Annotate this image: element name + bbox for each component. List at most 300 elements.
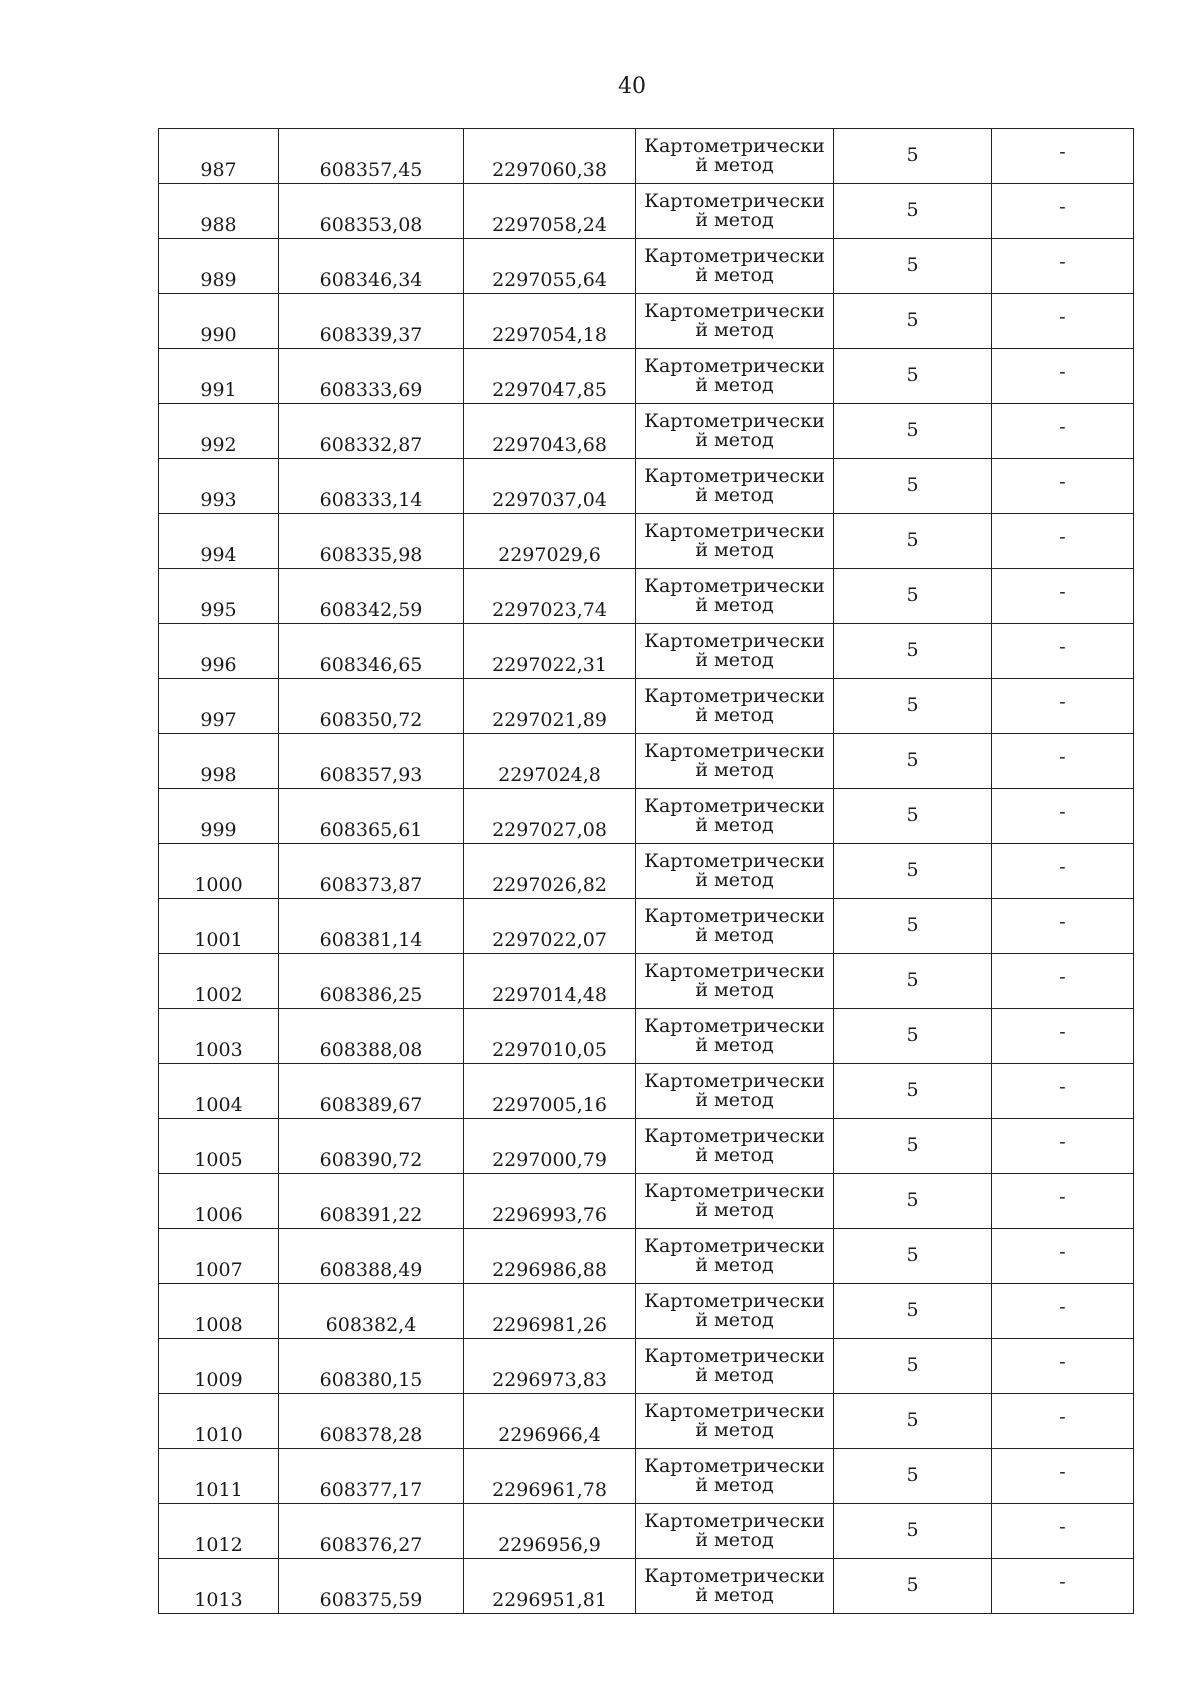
x-coordinate-cell (279, 789, 464, 844)
x-coordinate-cell (279, 1394, 464, 1449)
point-number-cell (159, 734, 279, 789)
table-row (159, 679, 1134, 734)
method-cell (636, 514, 834, 569)
note-cell-text: - (1059, 690, 1066, 713)
method-text-line: Картометрически (644, 795, 825, 817)
method-text-line: й метод (695, 1584, 774, 1606)
accuracy-cell-text: 5 (906, 913, 919, 936)
x-coordinate-cell (279, 679, 464, 734)
point-number-cell (159, 1504, 279, 1559)
y-coordinate-cell-text: 2297037,04 (492, 489, 607, 511)
note-cell (992, 844, 1134, 899)
method-text-line: й метод (695, 1034, 774, 1056)
note-cell-text: - (1059, 1240, 1066, 1263)
y-coordinate-cell (464, 954, 636, 1009)
accuracy-cell (834, 844, 992, 899)
method-text-line: Картометрически (644, 245, 825, 267)
accuracy-cell (834, 1119, 992, 1174)
x-coordinate-cell (279, 1339, 464, 1394)
point-number-cell (159, 294, 279, 349)
point-number-cell (159, 624, 279, 679)
x-coordinate-cell-text: 608378,28 (319, 1424, 423, 1446)
method-cell (636, 239, 834, 294)
y-coordinate-cell-text: 2297000,79 (492, 1149, 607, 1171)
point-number-cell (159, 1009, 279, 1064)
y-coordinate-cell-text: 2296986,88 (492, 1259, 607, 1281)
y-coordinate-cell (464, 184, 636, 239)
y-coordinate-cell-text: 2297014,48 (492, 984, 607, 1006)
method-cell (636, 954, 834, 1009)
point-number-cell-text: 1008 (194, 1314, 243, 1336)
accuracy-cell-text: 5 (906, 363, 919, 386)
method-text-line: Картометрически (644, 850, 825, 872)
note-cell (992, 954, 1134, 1009)
accuracy-cell-text: 5 (906, 1243, 919, 1266)
accuracy-cell-text: 5 (906, 1408, 919, 1431)
note-cell (992, 459, 1134, 514)
accuracy-cell (834, 1559, 992, 1614)
method-text-line: Картометрически (644, 960, 825, 982)
method-text-line: Картометрически (644, 1235, 825, 1257)
accuracy-cell-text: 5 (906, 583, 919, 606)
y-coordinate-cell (464, 1504, 636, 1559)
method-text-line: Картометрически (644, 1455, 825, 1477)
point-number-cell (159, 1119, 279, 1174)
table-row (159, 459, 1134, 514)
note-cell-text: - (1059, 1460, 1066, 1483)
note-cell-text: - (1059, 1405, 1066, 1428)
point-number-cell-text: 995 (200, 599, 237, 621)
accuracy-cell-text: 5 (906, 253, 919, 276)
method-text-line: й метод (695, 209, 774, 231)
method-cell (636, 679, 834, 734)
note-cell (992, 1339, 1134, 1394)
accuracy-cell-text: 5 (906, 1573, 919, 1596)
table-row (159, 404, 1134, 459)
page-number: 40 (618, 74, 646, 99)
method-text-line: Картометрически (644, 1070, 825, 1092)
note-cell (992, 789, 1134, 844)
note-cell-text: - (1059, 470, 1066, 493)
note-cell (992, 239, 1134, 294)
method-text-line: Картометрически (644, 1015, 825, 1037)
method-text-line: й метод (695, 869, 774, 891)
y-coordinate-cell (464, 899, 636, 954)
y-coordinate-cell (464, 294, 636, 349)
method-text-line: Картометрически (644, 1290, 825, 1312)
x-coordinate-cell-text: 608339,37 (319, 324, 423, 346)
point-number-cell-text: 988 (200, 214, 237, 236)
accuracy-cell-text: 5 (906, 638, 919, 661)
method-text-line: й метод (695, 154, 774, 176)
y-coordinate-cell-text: 2297055,64 (492, 269, 607, 291)
accuracy-cell (834, 239, 992, 294)
method-text-line: Картометрически (644, 1125, 825, 1147)
accuracy-cell-text: 5 (906, 1298, 919, 1321)
note-cell (992, 569, 1134, 624)
method-cell (636, 1119, 834, 1174)
note-cell (992, 1119, 1134, 1174)
point-number-cell-text: 1013 (194, 1589, 243, 1611)
point-number-cell (159, 679, 279, 734)
accuracy-cell (834, 514, 992, 569)
table-row (159, 1504, 1134, 1559)
note-cell-text: - (1059, 1075, 1066, 1098)
point-number-cell (159, 954, 279, 1009)
x-coordinate-cell-text: 608388,08 (319, 1039, 423, 1061)
x-coordinate-cell-text: 608390,72 (319, 1149, 423, 1171)
y-coordinate-cell (464, 734, 636, 789)
note-cell (992, 1504, 1134, 1559)
method-text-line: Картометрически (644, 905, 825, 927)
table-row (159, 789, 1134, 844)
x-coordinate-cell (279, 1449, 464, 1504)
table-row (159, 1174, 1134, 1229)
y-coordinate-cell-text: 2296973,83 (492, 1369, 607, 1391)
y-coordinate-cell-text: 2297054,18 (492, 324, 607, 346)
x-coordinate-cell (279, 569, 464, 624)
x-coordinate-cell-text: 608365,61 (319, 819, 423, 841)
note-cell (992, 514, 1134, 569)
note-cell-text: - (1059, 415, 1066, 438)
point-number-cell-text: 991 (200, 379, 237, 401)
method-cell (636, 459, 834, 514)
y-coordinate-cell (464, 1339, 636, 1394)
x-coordinate-cell (279, 954, 464, 1009)
x-coordinate-cell (279, 1009, 464, 1064)
table-row (159, 899, 1134, 954)
accuracy-cell (834, 1174, 992, 1229)
method-text-line: й метод (695, 814, 774, 836)
point-number-cell (159, 349, 279, 404)
y-coordinate-cell (464, 569, 636, 624)
x-coordinate-cell-text: 608346,65 (319, 654, 423, 676)
accuracy-cell (834, 1229, 992, 1284)
x-coordinate-cell-text: 608346,34 (319, 269, 423, 291)
method-text-line: Картометрически (644, 1345, 825, 1367)
method-cell (636, 349, 834, 404)
note-cell (992, 734, 1134, 789)
note-cell-text: - (1059, 1020, 1066, 1043)
table-row (159, 1009, 1134, 1064)
y-coordinate-cell (464, 459, 636, 514)
point-number-cell-text: 1000 (194, 874, 243, 896)
table-row (159, 1339, 1134, 1394)
y-coordinate-cell-text: 2297023,74 (492, 599, 607, 621)
point-number-cell-text: 993 (200, 489, 237, 511)
note-cell (992, 294, 1134, 349)
point-number-cell (159, 844, 279, 899)
accuracy-cell-text: 5 (906, 858, 919, 881)
accuracy-cell-text: 5 (906, 198, 919, 221)
table-row (159, 1064, 1134, 1119)
y-coordinate-cell-text: 2297005,16 (492, 1094, 607, 1116)
point-number-cell (159, 1559, 279, 1614)
note-cell-text: - (1059, 525, 1066, 548)
method-cell (636, 1284, 834, 1339)
y-coordinate-cell (464, 1559, 636, 1614)
accuracy-cell-text: 5 (906, 1078, 919, 1101)
x-coordinate-cell (279, 239, 464, 294)
accuracy-cell (834, 129, 992, 184)
accuracy-cell-text: 5 (906, 528, 919, 551)
note-cell (992, 1174, 1134, 1229)
method-text-line: й метод (695, 1474, 774, 1496)
table-row (159, 184, 1134, 239)
accuracy-cell-text: 5 (906, 473, 919, 496)
x-coordinate-cell-text: 608375,59 (319, 1589, 423, 1611)
x-coordinate-cell-text: 608389,67 (319, 1094, 423, 1116)
y-coordinate-cell-text: 2297026,82 (492, 874, 607, 896)
note-cell (992, 1064, 1134, 1119)
point-number-cell (159, 514, 279, 569)
note-cell-text: - (1059, 1295, 1066, 1318)
note-cell (992, 1394, 1134, 1449)
note-cell-text: - (1059, 635, 1066, 658)
y-coordinate-cell (464, 844, 636, 899)
note-cell (992, 899, 1134, 954)
method-cell (636, 1009, 834, 1064)
y-coordinate-cell-text: 2296993,76 (492, 1204, 607, 1226)
point-number-cell-text: 1007 (194, 1259, 243, 1281)
accuracy-cell (834, 1339, 992, 1394)
method-text-line: й метод (695, 429, 774, 451)
y-coordinate-cell (464, 1119, 636, 1174)
accuracy-cell (834, 1064, 992, 1119)
y-coordinate-cell (464, 514, 636, 569)
point-number-cell-text: 1009 (194, 1369, 243, 1391)
table-row (159, 1119, 1134, 1174)
method-text-line: й метод (695, 1309, 774, 1331)
y-coordinate-cell-text: 2296956,9 (498, 1534, 601, 1556)
table-row (159, 294, 1134, 349)
x-coordinate-cell (279, 1119, 464, 1174)
method-cell (636, 569, 834, 624)
table-row (159, 1449, 1134, 1504)
method-text-line: Картометрически (644, 410, 825, 432)
accuracy-cell (834, 1284, 992, 1339)
method-text-line: й метод (695, 704, 774, 726)
x-coordinate-cell-text: 608342,59 (319, 599, 423, 621)
y-coordinate-cell (464, 404, 636, 459)
note-cell-text: - (1059, 195, 1066, 218)
method-text-line: Картометрически (644, 740, 825, 762)
x-coordinate-cell (279, 1504, 464, 1559)
accuracy-cell (834, 1394, 992, 1449)
method-text-line: й метод (695, 759, 774, 781)
point-number-cell-text: 989 (200, 269, 237, 291)
x-coordinate-cell (279, 349, 464, 404)
note-cell (992, 129, 1134, 184)
y-coordinate-cell (464, 679, 636, 734)
x-coordinate-cell (279, 899, 464, 954)
point-number-cell-text: 996 (200, 654, 237, 676)
note-cell-text: - (1059, 140, 1066, 163)
note-cell-text: - (1059, 855, 1066, 878)
point-number-cell (159, 1284, 279, 1339)
x-coordinate-cell-text: 608353,08 (319, 214, 423, 236)
table-row (159, 514, 1134, 569)
x-coordinate-cell (279, 1174, 464, 1229)
method-text-line: й метод (695, 1089, 774, 1111)
point-number-cell-text: 997 (200, 709, 237, 731)
point-number-cell-text: 1003 (194, 1039, 243, 1061)
x-coordinate-cell (279, 1559, 464, 1614)
accuracy-cell-text: 5 (906, 1188, 919, 1211)
point-number-cell-text: 1005 (194, 1149, 243, 1171)
method-text-line: й метод (695, 1144, 774, 1166)
x-coordinate-cell-text: 608357,93 (319, 764, 423, 786)
x-coordinate-cell-text: 608350,72 (319, 709, 423, 731)
point-number-cell-text: 992 (200, 434, 237, 456)
method-cell (636, 1559, 834, 1614)
y-coordinate-cell (464, 1229, 636, 1284)
note-cell-text: - (1059, 745, 1066, 768)
accuracy-cell (834, 1504, 992, 1559)
table-row (159, 954, 1134, 1009)
accuracy-cell (834, 1009, 992, 1064)
y-coordinate-cell (464, 789, 636, 844)
accuracy-cell-text: 5 (906, 1353, 919, 1376)
x-coordinate-cell (279, 844, 464, 899)
accuracy-cell-text: 5 (906, 143, 919, 166)
accuracy-cell (834, 899, 992, 954)
note-cell (992, 349, 1134, 404)
note-cell-text: - (1059, 580, 1066, 603)
point-number-cell (159, 239, 279, 294)
method-text-line: й метод (695, 319, 774, 341)
accuracy-cell-text: 5 (906, 968, 919, 991)
note-cell-text: - (1059, 250, 1066, 273)
x-coordinate-cell (279, 624, 464, 679)
accuracy-cell (834, 349, 992, 404)
x-coordinate-cell-text: 608332,87 (319, 434, 423, 456)
x-coordinate-cell (279, 1229, 464, 1284)
point-number-cell-text: 1010 (194, 1424, 243, 1446)
y-coordinate-cell (464, 1174, 636, 1229)
x-coordinate-cell (279, 459, 464, 514)
point-number-cell-text: 999 (200, 819, 237, 841)
y-coordinate-cell-text: 2297029,6 (498, 544, 601, 566)
method-cell (636, 789, 834, 844)
method-cell (636, 1064, 834, 1119)
x-coordinate-cell-text: 608333,14 (319, 489, 423, 511)
point-number-cell-text: 1006 (194, 1204, 243, 1226)
table-row (159, 1229, 1134, 1284)
point-number-cell (159, 569, 279, 624)
accuracy-cell (834, 734, 992, 789)
table-row (159, 844, 1134, 899)
x-coordinate-cell-text: 608333,69 (319, 379, 423, 401)
point-number-cell-text: 990 (200, 324, 237, 346)
note-cell (992, 1449, 1134, 1504)
y-coordinate-cell-text: 2296961,78 (492, 1479, 607, 1501)
table-row (159, 349, 1134, 404)
x-coordinate-cell-text: 608373,87 (319, 874, 423, 896)
coordinates-table (158, 128, 1134, 1614)
method-text-line: Картометрически (644, 300, 825, 322)
accuracy-cell (834, 1449, 992, 1504)
y-coordinate-cell-text: 2297022,07 (492, 929, 607, 951)
y-coordinate-cell-text: 2297027,08 (492, 819, 607, 841)
y-coordinate-cell-text: 2297010,05 (492, 1039, 607, 1061)
x-coordinate-cell-text: 608381,14 (319, 929, 423, 951)
method-cell (636, 1229, 834, 1284)
x-coordinate-cell (279, 404, 464, 459)
point-number-cell (159, 1064, 279, 1119)
point-number-cell (159, 789, 279, 844)
point-number-cell-text: 1012 (194, 1534, 243, 1556)
y-coordinate-cell (464, 129, 636, 184)
x-coordinate-cell (279, 1064, 464, 1119)
point-number-cell (159, 129, 279, 184)
y-coordinate-cell (464, 1284, 636, 1339)
accuracy-cell-text: 5 (906, 1133, 919, 1156)
table-row (159, 1394, 1134, 1449)
method-text-line: й метод (695, 539, 774, 561)
accuracy-cell (834, 569, 992, 624)
accuracy-cell-text: 5 (906, 1463, 919, 1486)
x-coordinate-cell-text: 608391,22 (319, 1204, 423, 1226)
note-cell (992, 624, 1134, 679)
method-text-line: Картометрически (644, 630, 825, 652)
point-number-cell (159, 1229, 279, 1284)
accuracy-cell (834, 404, 992, 459)
point-number-cell (159, 899, 279, 954)
table-row (159, 624, 1134, 679)
point-number-cell-text: 987 (200, 159, 237, 181)
note-cell-text: - (1059, 1515, 1066, 1538)
note-cell (992, 1559, 1134, 1614)
table-row (159, 239, 1134, 294)
x-coordinate-cell-text: 608376,27 (319, 1534, 423, 1556)
accuracy-cell (834, 184, 992, 239)
note-cell-text: - (1059, 305, 1066, 328)
y-coordinate-cell (464, 349, 636, 404)
method-text-line: Картометрически (644, 1510, 825, 1532)
method-cell (636, 1339, 834, 1394)
note-cell (992, 404, 1134, 459)
x-coordinate-cell-text: 608335,98 (319, 544, 423, 566)
accuracy-cell-text: 5 (906, 748, 919, 771)
point-number-cell (159, 459, 279, 514)
method-text-line: Картометрически (644, 685, 825, 707)
table-row (159, 129, 1134, 184)
x-coordinate-cell (279, 1284, 464, 1339)
point-number-cell (159, 1394, 279, 1449)
accuracy-cell-text: 5 (906, 1518, 919, 1541)
note-cell (992, 1229, 1134, 1284)
method-cell (636, 404, 834, 459)
method-cell (636, 1504, 834, 1559)
table-row (159, 734, 1134, 789)
x-coordinate-cell-text: 608380,15 (319, 1369, 423, 1391)
y-coordinate-cell (464, 1064, 636, 1119)
accuracy-cell (834, 624, 992, 679)
note-cell-text: - (1059, 1130, 1066, 1153)
method-text-line: й метод (695, 1364, 774, 1386)
method-text-line: й метод (695, 264, 774, 286)
method-text-line: й метод (695, 1419, 774, 1441)
method-text-line: й метод (695, 979, 774, 1001)
point-number-cell (159, 404, 279, 459)
note-cell (992, 1009, 1134, 1064)
y-coordinate-cell-text: 2296981,26 (492, 1314, 607, 1336)
y-coordinate-cell-text: 2297021,89 (492, 709, 607, 731)
method-cell (636, 734, 834, 789)
note-cell-text: - (1059, 1350, 1066, 1373)
method-text-line: й метод (695, 374, 774, 396)
